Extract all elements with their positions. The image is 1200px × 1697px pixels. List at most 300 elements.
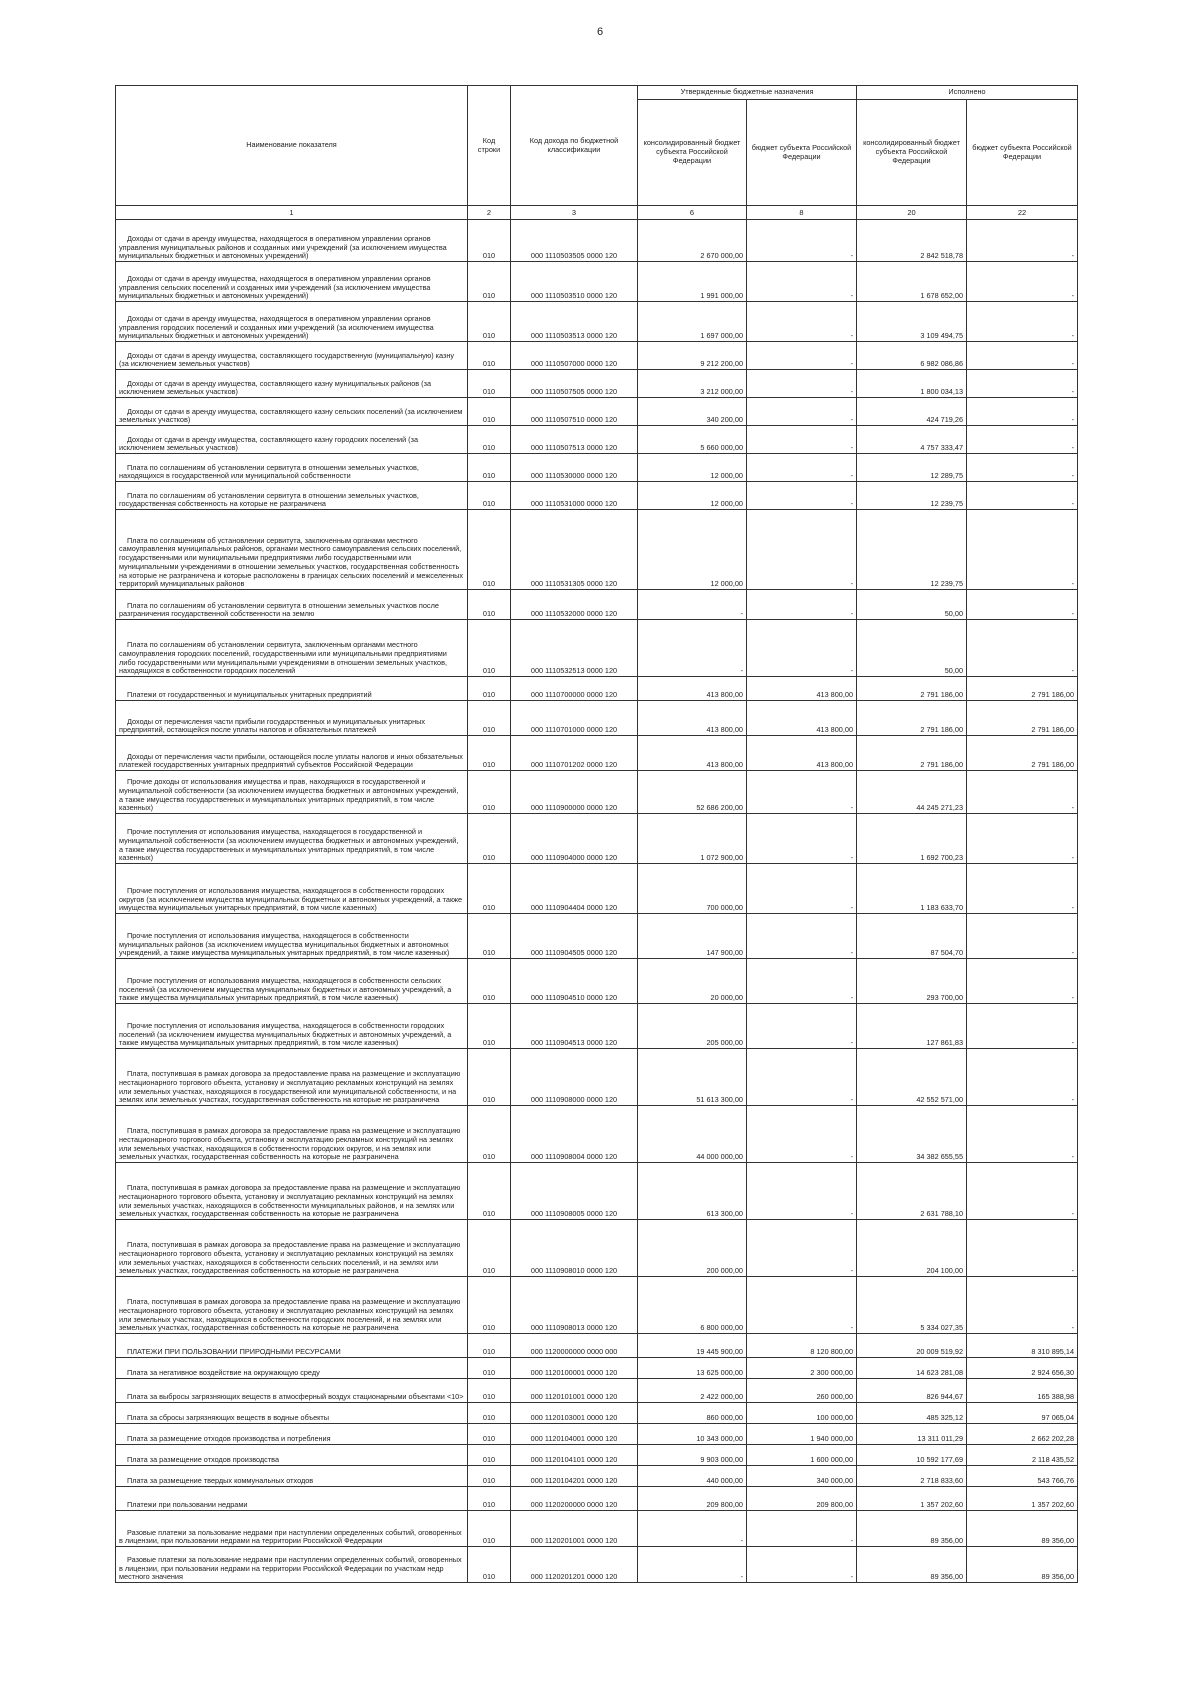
line-code: 010 — [468, 701, 511, 736]
table-row — [116, 1004, 1078, 1049]
table-row — [116, 736, 1078, 771]
income-code: 000 1110503510 0000 120 — [511, 262, 638, 302]
table-row — [116, 262, 1078, 302]
income-code: 000 1110507510 0000 120 — [511, 398, 638, 426]
line-code: 010 — [468, 1487, 511, 1511]
table-row — [116, 302, 1078, 342]
col-number: 22 — [967, 206, 1078, 220]
approved-subject: - — [747, 454, 857, 482]
header-approved-consolidated: консолидированный бюджет субъекта Российской Федерации — [638, 100, 747, 206]
income-code: 000 1110701202 0000 120 — [511, 736, 638, 771]
line-code: 010 — [468, 510, 511, 590]
approved-consolidated: 700 000,00 — [638, 864, 747, 914]
table-row — [116, 677, 1078, 701]
indicator-name: Плата по соглашениям об установлении сервитута в отношении земельных участков после разграничения государственной собственности на землю — [116, 590, 468, 620]
executed-subject: 8 310 895,14 — [967, 1334, 1078, 1358]
line-code: 010 — [468, 220, 511, 262]
header-income-code: Код дохода по бюджетной классификации — [511, 86, 638, 206]
executed-consolidated: 50,00 — [857, 620, 967, 677]
indicator-name: Плата за размещение отходов производства и потребления — [116, 1424, 468, 1445]
table-row — [116, 1277, 1078, 1334]
budget-execution-table — [115, 85, 1078, 1583]
approved-subject: - — [747, 814, 857, 864]
page-number: 6 — [596, 26, 604, 38]
approved-subject: - — [747, 1220, 857, 1277]
income-code: 000 1120103001 0000 120 — [511, 1403, 638, 1424]
indicator-name: Плата, поступившая в рамках договора за предоставление права на размещение и эксплуатацию нестационарного торгового объекта, установку и эксплуатацию рекламных конструкций на землях или земельных участках, находящихся в собственности городских округов, и на землях или земельных участках, государственная собственность на которые не разграничена — [116, 1106, 468, 1163]
table-row — [116, 914, 1078, 959]
indicator-name: Плата, поступившая в рамках договора за предоставление права на размещение и эксплуатацию нестационарного торгового объекта, установку и эксплуатацию рекламных конструкций на землях или земельных участках, находящихся в собственности городских поселений, и на землях или земельных участках, государственная собственность на которые не разграничена — [116, 1277, 468, 1334]
approved-consolidated: 1 991 000,00 — [638, 262, 747, 302]
line-code: 010 — [468, 370, 511, 398]
executed-consolidated: 89 356,00 — [857, 1547, 967, 1583]
line-code: 010 — [468, 1277, 511, 1334]
table-row — [116, 1445, 1078, 1466]
approved-consolidated: - — [638, 1547, 747, 1583]
approved-subject: - — [747, 262, 857, 302]
executed-consolidated: 12 239,75 — [857, 510, 967, 590]
col-number: 2 — [468, 206, 511, 220]
line-code: 010 — [468, 1466, 511, 1487]
executed-subject: - — [967, 342, 1078, 370]
line-code: 010 — [468, 1511, 511, 1547]
line-code: 010 — [468, 1004, 511, 1049]
line-code: 010 — [468, 1220, 511, 1277]
income-code: 000 1120201201 0000 120 — [511, 1547, 638, 1583]
executed-consolidated: 3 109 494,75 — [857, 302, 967, 342]
executed-consolidated: 13 311 011,29 — [857, 1424, 967, 1445]
indicator-name: Доходы от сдачи в аренду имущества, составляющего казну городских поселений (за исключением земельных участков) — [116, 426, 468, 454]
approved-subject: 209 800,00 — [747, 1487, 857, 1511]
approved-subject: - — [747, 959, 857, 1004]
executed-consolidated: 2 631 788,10 — [857, 1163, 967, 1220]
indicator-name: Плата, поступившая в рамках договора за предоставление права на размещение и эксплуатацию нестационарного торгового объекта, установку и эксплуатацию рекламных конструкций на землях или земельных участках, находящихся в собственности муниципальных районов, и на землях или земельных участках, государственная собственность на которые не разграничена — [116, 1163, 468, 1220]
approved-consolidated: 2 670 000,00 — [638, 220, 747, 262]
line-code: 010 — [468, 1403, 511, 1424]
table-row — [116, 1403, 1078, 1424]
header-line-code: Код строки — [468, 86, 511, 206]
approved-subject: - — [747, 1511, 857, 1547]
executed-consolidated: 2 791 186,00 — [857, 701, 967, 736]
executed-subject: - — [967, 262, 1078, 302]
line-code: 010 — [468, 262, 511, 302]
executed-subject: - — [967, 1049, 1078, 1106]
executed-consolidated: 50,00 — [857, 590, 967, 620]
executed-consolidated: 2 718 833,60 — [857, 1466, 967, 1487]
line-code: 010 — [468, 342, 511, 370]
indicator-name: Доходы от сдачи в аренду имущества, составляющего казну сельских поселений (за исключением земельных участков) — [116, 398, 468, 426]
line-code: 010 — [468, 398, 511, 426]
table-row — [116, 590, 1078, 620]
line-code: 010 — [468, 914, 511, 959]
approved-consolidated: 860 000,00 — [638, 1403, 747, 1424]
approved-subject: - — [747, 510, 857, 590]
income-code: 000 1110904505 0000 120 — [511, 914, 638, 959]
table-row — [116, 1334, 1078, 1358]
approved-subject: 260 000,00 — [747, 1379, 857, 1403]
approved-consolidated: 12 000,00 — [638, 454, 747, 482]
approved-consolidated: 20 000,00 — [638, 959, 747, 1004]
income-code: 000 1120100001 0000 120 — [511, 1358, 638, 1379]
executed-subject: - — [967, 959, 1078, 1004]
indicator-name: Разовые платежи за пользование недрами при наступлении определенных событий, оговоренных в лицензии, при пользовании недрами на территории Российской Федерации — [116, 1511, 468, 1547]
income-code: 000 1110904404 0000 120 — [511, 864, 638, 914]
line-code: 010 — [468, 1547, 511, 1583]
approved-consolidated: - — [638, 590, 747, 620]
executed-subject: - — [967, 590, 1078, 620]
table-row — [116, 814, 1078, 864]
executed-subject: - — [967, 1220, 1078, 1277]
line-code: 010 — [468, 736, 511, 771]
col-number: 1 — [116, 206, 468, 220]
executed-consolidated: 1 692 700,23 — [857, 814, 967, 864]
executed-consolidated: 2 791 186,00 — [857, 677, 967, 701]
executed-subject: - — [967, 220, 1078, 262]
indicator-name: Плата за негативное воздействие на окружающую среду — [116, 1358, 468, 1379]
approved-consolidated: 44 000 000,00 — [638, 1106, 747, 1163]
income-code: 000 1120104101 0000 120 — [511, 1445, 638, 1466]
executed-consolidated: 34 382 655,55 — [857, 1106, 967, 1163]
approved-subject: - — [747, 426, 857, 454]
line-code: 010 — [468, 1049, 511, 1106]
executed-consolidated: 20 009 519,92 — [857, 1334, 967, 1358]
approved-subject: 413 800,00 — [747, 677, 857, 701]
header-executed-group: Исполнено — [857, 86, 1078, 100]
approved-subject: 1 600 000,00 — [747, 1445, 857, 1466]
income-code: 000 1110908005 0000 120 — [511, 1163, 638, 1220]
table-row — [116, 1547, 1078, 1583]
approved-consolidated: 413 800,00 — [638, 736, 747, 771]
approved-consolidated: 1 697 000,00 — [638, 302, 747, 342]
indicator-name: Плата, поступившая в рамках договора за предоставление права на размещение и эксплуатацию нестационарного торгового объекта, установку и эксплуатацию рекламных конструкций на землях или земельных участках, находящихся в собственности сельских поселений, и на землях или земельных участках, государственная собственность на которые не разграничена — [116, 1220, 468, 1277]
income-code: 000 1110908010 0000 120 — [511, 1220, 638, 1277]
approved-subject: - — [747, 342, 857, 370]
line-code: 010 — [468, 426, 511, 454]
indicator-name: Плата, поступившая в рамках договора за предоставление права на размещение и эксплуатацию нестационарного торгового объекта, установку и эксплуатацию рекламных конструкций на землях или земельных участках, находящихся в государственной или муниципальной собственности, и на землях или земельных участках, государственная собственность на которые не разграничена — [116, 1049, 468, 1106]
executed-subject: 97 065,04 — [967, 1403, 1078, 1424]
line-code: 010 — [468, 1445, 511, 1466]
indicator-name: Плата по соглашениям об установлении сервитута, заключенным органами местного самоуправления муниципальных районов, органами местного самоуправления сельских поселений, государственными или муниципальными предприятиями либо государственными или муниципальными учреждениями в отношении земельных участков, государственная собственность на которые не разграничена и которые расположены в границах сельских поселений и межселенных территорий муниципальных районов — [116, 510, 468, 590]
approved-subject: - — [747, 771, 857, 814]
table-row — [116, 1487, 1078, 1511]
indicator-name: Прочие поступления от использования имущества, находящегося в государственной и муниципальной собственности (за исключением имущества бюджетных и автономных учреждений, а также имущества государственных и муниципальных унитарных предприятий, в том числе казенных) — [116, 814, 468, 864]
indicator-name: Доходы от сдачи в аренду имущества, составляющего государственную (муниципальную) казну (за исключением земельных участков) — [116, 342, 468, 370]
table-row — [116, 959, 1078, 1004]
approved-consolidated: 413 800,00 — [638, 677, 747, 701]
executed-consolidated: 2 842 518,78 — [857, 220, 967, 262]
executed-consolidated: 2 791 186,00 — [857, 736, 967, 771]
executed-consolidated: 14 623 281,08 — [857, 1358, 967, 1379]
approved-subject: - — [747, 1049, 857, 1106]
executed-subject: - — [967, 302, 1078, 342]
approved-consolidated: 1 072 900,00 — [638, 814, 747, 864]
executed-subject: - — [967, 370, 1078, 398]
indicator-name: Плата за размещение твердых коммунальных отходов — [116, 1466, 468, 1487]
approved-consolidated: 6 800 000,00 — [638, 1277, 747, 1334]
approved-subject: - — [747, 864, 857, 914]
table-row — [116, 771, 1078, 814]
table-row — [116, 398, 1078, 426]
income-code: 000 1110908004 0000 120 — [511, 1106, 638, 1163]
executed-subject: 2 662 202,28 — [967, 1424, 1078, 1445]
table-row — [116, 220, 1078, 262]
executed-consolidated: 424 719,26 — [857, 398, 967, 426]
line-code: 010 — [468, 959, 511, 1004]
executed-subject: - — [967, 1277, 1078, 1334]
executed-subject: 543 766,76 — [967, 1466, 1078, 1487]
executed-subject: - — [967, 1106, 1078, 1163]
col-number: 6 — [638, 206, 747, 220]
header-approved-subject: бюджет субъекта Российской Федерации — [747, 100, 857, 206]
executed-subject: 89 356,00 — [967, 1547, 1078, 1583]
approved-consolidated: 205 000,00 — [638, 1004, 747, 1049]
executed-consolidated: 6 982 086,86 — [857, 342, 967, 370]
income-code: 000 1110908013 0000 120 — [511, 1277, 638, 1334]
line-code: 010 — [468, 864, 511, 914]
approved-consolidated: 52 686 200,00 — [638, 771, 747, 814]
approved-subject: 8 120 800,00 — [747, 1334, 857, 1358]
executed-consolidated: 1 678 652,00 — [857, 262, 967, 302]
table-row — [116, 1049, 1078, 1106]
approved-consolidated: 9 212 200,00 — [638, 342, 747, 370]
table-row — [116, 1424, 1078, 1445]
income-code: 000 1110531305 0000 120 — [511, 510, 638, 590]
approved-subject: - — [747, 370, 857, 398]
line-code: 010 — [468, 1424, 511, 1445]
approved-subject: 2 300 000,00 — [747, 1358, 857, 1379]
executed-subject: - — [967, 914, 1078, 959]
table-row — [116, 1379, 1078, 1403]
approved-subject: - — [747, 914, 857, 959]
line-code: 010 — [468, 771, 511, 814]
executed-consolidated: 87 504,70 — [857, 914, 967, 959]
approved-subject: - — [747, 398, 857, 426]
executed-subject: 2 118 435,52 — [967, 1445, 1078, 1466]
table-row — [116, 1358, 1078, 1379]
income-code: 000 1120000000 0000 000 — [511, 1334, 638, 1358]
approved-consolidated: 3 212 000,00 — [638, 370, 747, 398]
approved-subject: - — [747, 220, 857, 262]
executed-subject: - — [967, 510, 1078, 590]
executed-consolidated: 485 325,12 — [857, 1403, 967, 1424]
approved-subject: - — [747, 1106, 857, 1163]
executed-consolidated: 1 800 034,13 — [857, 370, 967, 398]
approved-consolidated: 147 900,00 — [638, 914, 747, 959]
approved-subject: - — [747, 1004, 857, 1049]
approved-consolidated: - — [638, 1511, 747, 1547]
executed-subject: - — [967, 398, 1078, 426]
approved-subject: - — [747, 302, 857, 342]
approved-subject: - — [747, 482, 857, 510]
indicator-name: Платежи при пользовании недрами — [116, 1487, 468, 1511]
indicator-name: Доходы от сдачи в аренду имущества, находящегося в оперативном управлении органов управления муниципальных районов и созданных ими учреждений (за исключением имущества муниципальных бюджетных и автономных учреждений) — [116, 220, 468, 262]
table-row — [116, 1466, 1078, 1487]
line-code: 010 — [468, 1358, 511, 1379]
header-approved-group: Утвержденные бюджетные назначения — [638, 86, 857, 100]
income-code: 000 1120200000 0000 120 — [511, 1487, 638, 1511]
indicator-name: Доходы от сдачи в аренду имущества, находящегося в оперативном управлении органов управления городских поселений и созданных ими учреждений (за исключением имущества муниципальных бюджетных и автономных учреждений) — [116, 302, 468, 342]
executed-subject: - — [967, 454, 1078, 482]
executed-subject: - — [967, 426, 1078, 454]
approved-consolidated: 9 903 000,00 — [638, 1445, 747, 1466]
income-code: 000 1110507505 0000 120 — [511, 370, 638, 398]
line-code: 010 — [468, 590, 511, 620]
approved-consolidated: 13 625 000,00 — [638, 1358, 747, 1379]
approved-subject: 1 940 000,00 — [747, 1424, 857, 1445]
indicator-name: Прочие поступления от использования имущества, находящегося в собственности городских поселений (за исключением имущества муниципальных бюджетных и автономных учреждений, а также имущества муниципальных унитарных предприятий, в том числе казенных) — [116, 1004, 468, 1049]
executed-subject: 2 924 656,30 — [967, 1358, 1078, 1379]
table-row — [116, 370, 1078, 398]
table-row — [116, 1163, 1078, 1220]
line-code: 010 — [468, 454, 511, 482]
executed-subject: 2 791 186,00 — [967, 736, 1078, 771]
approved-consolidated: 209 800,00 — [638, 1487, 747, 1511]
executed-consolidated: 5 334 027,35 — [857, 1277, 967, 1334]
income-code: 000 1110700000 0000 120 — [511, 677, 638, 701]
indicator-name: Доходы от сдачи в аренду имущества, находящегося в оперативном управлении органов управления сельских поселений и созданных ими учреждений (за исключением имущества муниципальных бюджетных и автономных учреждений) — [116, 262, 468, 302]
approved-subject: 100 000,00 — [747, 1403, 857, 1424]
indicator-name: Плата за размещение отходов производства — [116, 1445, 468, 1466]
indicator-name: Доходы от сдачи в аренду имущества, составляющего казну муниципальных районов (за исключением земельных участков) — [116, 370, 468, 398]
executed-consolidated: 127 861,83 — [857, 1004, 967, 1049]
approved-consolidated: 2 422 000,00 — [638, 1379, 747, 1403]
table-row — [116, 454, 1078, 482]
header-executed-subject: бюджет субъекта Российской Федерации — [967, 100, 1078, 206]
indicator-name: Плата за сбросы загрязняющих веществ в водные объекты — [116, 1403, 468, 1424]
executed-subject: - — [967, 814, 1078, 864]
executed-subject: - — [967, 620, 1078, 677]
income-code: 000 1120104201 0000 120 — [511, 1466, 638, 1487]
executed-subject: 89 356,00 — [967, 1511, 1078, 1547]
approved-consolidated: 340 200,00 — [638, 398, 747, 426]
executed-subject: - — [967, 771, 1078, 814]
income-code: 000 1110908000 0000 120 — [511, 1049, 638, 1106]
executed-subject: 1 357 202,60 — [967, 1487, 1078, 1511]
table-body — [116, 220, 1078, 1583]
income-code: 000 1110900000 0000 120 — [511, 771, 638, 814]
approved-consolidated: 12 000,00 — [638, 482, 747, 510]
indicator-name: Доходы от перечисления части прибыли государственных и муниципальных унитарных предприятий, остающейся после уплаты налогов и обязательных платежей — [116, 701, 468, 736]
approved-subject: - — [747, 1277, 857, 1334]
executed-consolidated: 89 356,00 — [857, 1511, 967, 1547]
approved-subject: 413 800,00 — [747, 736, 857, 771]
approved-subject: - — [747, 1163, 857, 1220]
table-row — [116, 342, 1078, 370]
approved-consolidated: 5 660 000,00 — [638, 426, 747, 454]
table-row — [116, 510, 1078, 590]
indicator-name: Плата по соглашениям об установлении сервитута в отношении земельных участков, государственная собственность на которые не разграничена — [116, 482, 468, 510]
col-number: 8 — [747, 206, 857, 220]
line-code: 010 — [468, 1106, 511, 1163]
approved-subject: - — [747, 1547, 857, 1583]
income-code: 000 1110503505 0000 120 — [511, 220, 638, 262]
executed-consolidated: 12 289,75 — [857, 454, 967, 482]
income-code: 000 1110701000 0000 120 — [511, 701, 638, 736]
indicator-name: Плата по соглашениям об установлении сервитута, заключенным органами местного самоуправления городских поселений, государственными или муниципальными предприятиями либо государственными или муниципальными учреждениями в отношении земельных участков, находящихся в собственности городских поселений — [116, 620, 468, 677]
line-code: 010 — [468, 814, 511, 864]
line-code: 010 — [468, 482, 511, 510]
header-name: Наименование показателя — [116, 86, 468, 206]
line-code: 010 — [468, 1163, 511, 1220]
income-code: 000 1120104001 0000 120 — [511, 1424, 638, 1445]
income-code: 000 1110503513 0000 120 — [511, 302, 638, 342]
approved-subject: 340 000,00 — [747, 1466, 857, 1487]
table-row — [116, 1220, 1078, 1277]
col-number: 3 — [511, 206, 638, 220]
executed-subject: 165 388,98 — [967, 1379, 1078, 1403]
executed-subject: - — [967, 864, 1078, 914]
executed-consolidated: 826 944,67 — [857, 1379, 967, 1403]
table-row — [116, 1511, 1078, 1547]
approved-consolidated: 19 445 900,00 — [638, 1334, 747, 1358]
income-code: 000 1110531000 0000 120 — [511, 482, 638, 510]
indicator-name: Плата по соглашениям об установлении сервитута в отношении земельных участков, находящихся в государственной или муниципальной собственности — [116, 454, 468, 482]
executed-subject: 2 791 186,00 — [967, 677, 1078, 701]
income-code: 000 1110507000 0000 120 — [511, 342, 638, 370]
approved-consolidated: 10 343 000,00 — [638, 1424, 747, 1445]
income-code: 000 1120101001 0000 120 — [511, 1379, 638, 1403]
indicator-name: Прочие поступления от использования имущества, находящегося в собственности городских округов (за исключением имущества муниципальных бюджетных и автономных учреждений, а также имущества муниципальных унитарных предприятий, в том числе казенных) — [116, 864, 468, 914]
header-executed-consolidated: консолидированный бюджет субъекта Российской Федерации — [857, 100, 967, 206]
indicator-name: Прочие доходы от использования имущества и прав, находящихся в государственной и муниципальной собственности (за исключением имущества бюджетных и автономных учреждений, а также имущества государственных и муниципальных унитарных предприятий, в том числе казенных) — [116, 771, 468, 814]
indicator-name: Плата за выбросы загрязняющих веществ в атмосферный воздух стационарными объектами <10> — [116, 1379, 468, 1403]
indicator-name: Платежи от государственных и муниципальных унитарных предприятий — [116, 677, 468, 701]
income-code: 000 1110507513 0000 120 — [511, 426, 638, 454]
table-row — [116, 1106, 1078, 1163]
approved-consolidated: 200 000,00 — [638, 1220, 747, 1277]
col-number: 20 — [857, 206, 967, 220]
approved-consolidated: 51 613 300,00 — [638, 1049, 747, 1106]
income-code: 000 1110532513 0000 120 — [511, 620, 638, 677]
income-code: 000 1110904510 0000 120 — [511, 959, 638, 1004]
income-code: 000 1110904513 0000 120 — [511, 1004, 638, 1049]
table-row — [116, 426, 1078, 454]
executed-subject: - — [967, 1004, 1078, 1049]
income-code: 000 1110904000 0000 120 — [511, 814, 638, 864]
line-code: 010 — [468, 677, 511, 701]
executed-consolidated: 1 183 633,70 — [857, 864, 967, 914]
line-code: 010 — [468, 302, 511, 342]
approved-subject: - — [747, 590, 857, 620]
approved-consolidated: 12 000,00 — [638, 510, 747, 590]
income-code: 000 1110532000 0000 120 — [511, 590, 638, 620]
line-code: 010 — [468, 1334, 511, 1358]
approved-consolidated: 413 800,00 — [638, 701, 747, 736]
approved-subject: 413 800,00 — [747, 701, 857, 736]
executed-consolidated: 12 239,75 — [857, 482, 967, 510]
executed-consolidated: 293 700,00 — [857, 959, 967, 1004]
line-code: 010 — [468, 620, 511, 677]
executed-consolidated: 1 357 202,60 — [857, 1487, 967, 1511]
table-row — [116, 701, 1078, 736]
executed-consolidated: 10 592 177,69 — [857, 1445, 967, 1466]
table-row — [116, 864, 1078, 914]
executed-subject: - — [967, 1163, 1078, 1220]
line-code: 010 — [468, 1379, 511, 1403]
income-code: 000 1120201001 0000 120 — [511, 1511, 638, 1547]
approved-subject: - — [747, 620, 857, 677]
executed-consolidated: 44 245 271,23 — [857, 771, 967, 814]
indicator-name: ПЛАТЕЖИ ПРИ ПОЛЬЗОВАНИИ ПРИРОДНЫМИ РЕСУРСАМИ — [116, 1334, 468, 1358]
indicator-name: Прочие поступления от использования имущества, находящегося в собственности сельских поселений (за исключением имущества муниципальных бюджетных и автономных учреждений, а также имущества муниципальных унитарных предприятий, в том числе казенных) — [116, 959, 468, 1004]
executed-subject: - — [967, 482, 1078, 510]
indicator-name: Разовые платежи за пользование недрами при наступлении определенных событий, оговоренных в лицензии, при пользовании недрами на территории Российской Федерации по участкам недр местного значения — [116, 1547, 468, 1583]
executed-consolidated: 42 552 571,00 — [857, 1049, 967, 1106]
approved-consolidated: 613 300,00 — [638, 1163, 747, 1220]
table-row — [116, 620, 1078, 677]
indicator-name: Доходы от перечисления части прибыли, остающейся после уплаты налогов и иных обязательных платежей государственных унитарных предприятий субъектов Российской Федерации — [116, 736, 468, 771]
executed-consolidated: 204 100,00 — [857, 1220, 967, 1277]
